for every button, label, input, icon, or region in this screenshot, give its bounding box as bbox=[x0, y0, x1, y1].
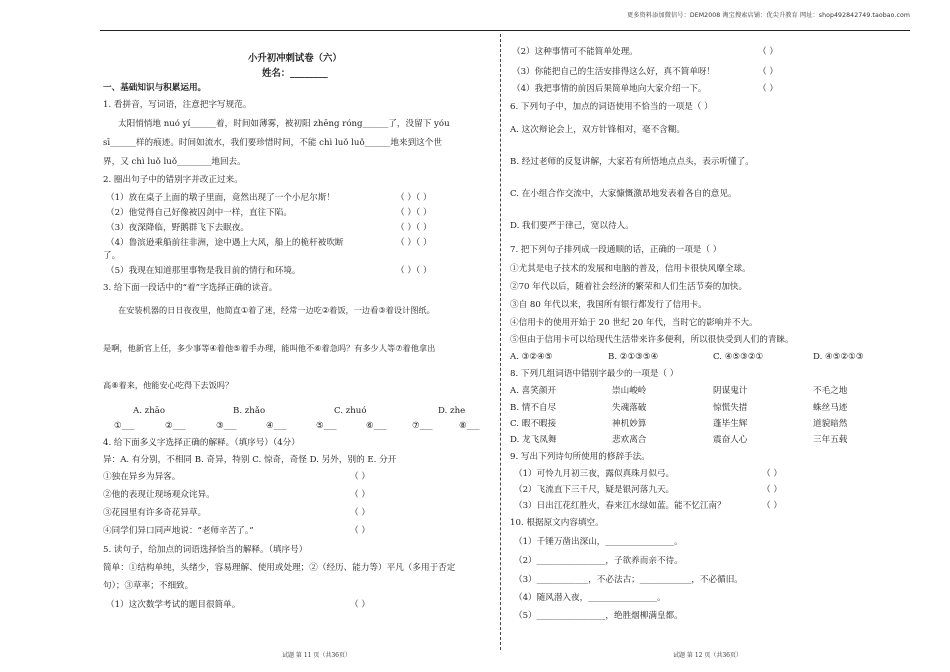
answer-blank[interactable]: ①___ bbox=[114, 421, 135, 431]
page-footer: 试题 第 11 页（共36页） bbox=[282, 652, 351, 659]
answer-blank[interactable]: ⑦___ bbox=[412, 421, 433, 431]
q2-item: （1）放在桌子上面的墩子里面，竟然出现了一个小尼尔斯！ bbox=[106, 193, 335, 203]
q4-item: ④同学们异口同声地说：“老师辛苦了。” bbox=[103, 526, 254, 536]
answer-blank[interactable]: ④___ bbox=[266, 421, 287, 431]
q5-item: （3）你能把自己的生活安排得这么好，真不简单呀！ bbox=[512, 67, 716, 77]
q8-word: 神机妙算 bbox=[612, 419, 647, 429]
answer-blank[interactable]: （ ）（ ） bbox=[396, 238, 432, 248]
q10-item[interactable]: （1）千锤万凿出深山，________________。 bbox=[514, 537, 683, 547]
option-d: D. zhe bbox=[438, 406, 466, 416]
page-footer: 试题 第 12 页（共36页） bbox=[673, 652, 742, 659]
header-divider bbox=[100, 30, 910, 31]
q10-item[interactable]: （2）________________，子欲养而亲不待。 bbox=[514, 556, 683, 566]
q5-definition: 句）；③草率；不细致。 bbox=[103, 581, 194, 591]
q7-sentence: ①尤其是电子技术的发展和电脑的普及，信用卡很快风靡全球。 bbox=[510, 264, 751, 274]
answer-blank[interactable]: ⑤___ bbox=[316, 421, 337, 431]
q8-word: 失魂落破 bbox=[612, 403, 647, 413]
q8-word: 蓬毕生辉 bbox=[713, 419, 748, 429]
q10-stem: 10. 根据原文内容填空。 bbox=[510, 518, 604, 528]
q1-stem: 1. 看拼音，写词语，注意把字写规范。 bbox=[103, 100, 252, 110]
answer-blank[interactable]: （ ） bbox=[758, 67, 778, 77]
q6-stem: 6. 下列句子中，加点的词语使用不恰当的一项是（ ） bbox=[510, 102, 713, 112]
answer-blank[interactable]: ②___ bbox=[165, 421, 186, 431]
q8-word: 不毛之地 bbox=[813, 386, 848, 396]
q8-word: C. 暇不暇接 bbox=[510, 419, 557, 429]
q4-definition: 异：A. 有分别，不相同 B. 奇异，特别 C. 惊奇，奇怪 D. 另外，别的 E. 分开 bbox=[103, 455, 397, 465]
q7-sentence: ②70 年代以后，随着社会经济的繁荣和人们生活节奏的加快。 bbox=[510, 282, 748, 292]
q6-option-d: D. 我们要严于律己，宽以待人。 bbox=[510, 221, 634, 231]
q2-item: （3）夜深降临，野鹅群飞下去眠夜。 bbox=[106, 223, 249, 233]
q7-option-b: B. ②①③⑤④ bbox=[608, 352, 659, 362]
answer-blank[interactable]: （ ） bbox=[350, 508, 370, 518]
page-title: 小升初冲刺试卷（六） bbox=[248, 53, 342, 64]
q8-word: B. 情不自尽 bbox=[510, 403, 557, 413]
q2-stem: 2. 圈出句子中的错别字并改正过来。 bbox=[103, 175, 243, 185]
q4-item: ②他的表现让现场观众诧异。 bbox=[103, 490, 215, 500]
q7-option-a: A. ③②④⑤ bbox=[510, 352, 553, 362]
q3-passage: 高⑧着来，他能安心吃得下去饭吗？ bbox=[103, 380, 234, 390]
q10-item[interactable]: （3）____________，不必法古；____________，不必循旧。 bbox=[514, 575, 743, 585]
q4-item: ①独在异乡为异客。 bbox=[103, 472, 181, 482]
q4-stem: 4. 给下面多义字选择正确的解释。（填序号）（4分） bbox=[103, 438, 300, 448]
q8-word: 三年五载 bbox=[813, 435, 848, 445]
q1-line: 界，又 chì luǒ luǒ________地回去。 bbox=[103, 157, 246, 167]
q9-item: （2）飞流直下三千尺，疑是银河落九天。 bbox=[514, 485, 675, 495]
q7-sentence: ④信用卡的使用开始于 20 世纪 20 年代，当时它的影响并不大。 bbox=[510, 318, 758, 328]
q8-word: D. 龙飞凤舞 bbox=[510, 435, 557, 445]
q2-item: （2）他觉得自己好像被囚剑中一样，直往下陷。 bbox=[106, 208, 292, 218]
q3-stem: 3. 给下面一段话中的“着”字选择正确的读音。 bbox=[103, 283, 278, 293]
q8-word: 震奋人心 bbox=[713, 435, 748, 445]
q8-word: 阴谋鬼计 bbox=[713, 386, 748, 396]
answer-blank[interactable]: （ ） bbox=[758, 84, 778, 94]
q10-item[interactable]: （5）________________，绝胜烟柳满皇都。 bbox=[514, 611, 683, 621]
q1-line: 太阳悄悄地 nuó yí______着，时间如薄雾，被初阳 zhēng róng______了，没留下 yóu bbox=[118, 119, 450, 129]
q8-word: A. 喜笑颜开 bbox=[510, 386, 557, 396]
answer-blank[interactable]: （ ）（ ） bbox=[396, 223, 432, 233]
q8-word: 崇山峻岭 bbox=[612, 386, 647, 396]
q5-item: （1）这次数学考试的题目很简单。 bbox=[106, 600, 241, 610]
q2-item: （4）鲁滨逊乘船前往非洲，途中遇上大风，船上的桅杆被吹断 bbox=[106, 238, 344, 248]
page-fold-line bbox=[500, 34, 501, 650]
answer-blank[interactable]: （ ）（ ） bbox=[396, 266, 432, 276]
q9-item: （3）日出江花红胜火，春来江水绿如蓝。能不忆江南？ bbox=[514, 501, 726, 511]
answer-blank[interactable]: （ ） bbox=[762, 501, 782, 511]
q8-word: 蛛丝马迹 bbox=[813, 403, 848, 413]
q5-item: （2）这种事情可不能简单处理。 bbox=[512, 47, 638, 57]
q6-option-c: C. 在小组合作交流中，大家慷慨激昂地发表着各自的意见。 bbox=[510, 189, 737, 199]
answer-blank[interactable]: （ ）（ ） bbox=[396, 208, 432, 218]
q3-passage: 在安装机器的日日夜夜里，他简直①着了迷，经常一边吃②着饭，一边看③着设计图纸。 bbox=[118, 305, 435, 315]
answer-blank[interactable]: （ ） bbox=[762, 469, 782, 479]
q4-item: ③花园里有许多奇花异草。 bbox=[103, 508, 207, 518]
answer-blank[interactable]: ⑥___ bbox=[366, 421, 387, 431]
answer-blank[interactable]: ⑧___ bbox=[459, 421, 480, 431]
q7-sentence: ③自 80 年代以来，我国所有银行都发行了信用卡。 bbox=[510, 300, 707, 310]
answer-blank[interactable]: （ ） bbox=[762, 485, 782, 495]
q10-item[interactable]: （4）随风潜入夜，________________。 bbox=[514, 593, 666, 603]
q7-option-d: D. ④⑤②①③ bbox=[813, 352, 864, 362]
q2-item-cont: 了。 bbox=[103, 251, 121, 261]
q8-word: 道貌暗然 bbox=[813, 419, 848, 429]
name-field[interactable]: 姓名：________ bbox=[262, 68, 328, 79]
q8-stem: 8. 下列几组词语中错别字最少的一项是（ ） bbox=[510, 369, 679, 379]
q7-option-c: C. ④⑤③②① bbox=[713, 352, 764, 362]
q8-word: 惊慌失措 bbox=[713, 403, 748, 413]
header-note: 更多资料添加微信号：DEM2008 淘宝搜索店铺：优尖升教育 网址：shop492842749.taobao.com bbox=[626, 12, 910, 19]
q7-stem: 7. 把下列句子排列成一段通顺的话，正确的一项是（ ） bbox=[510, 245, 722, 255]
q7-sentence: ⑤但由于信用卡可以给现代生活带来许多便利，所以很快受到人们的青睐。 bbox=[510, 335, 794, 345]
answer-blank[interactable]: （ ） bbox=[350, 526, 370, 536]
section-heading: 一、基础知识与积累运用。 bbox=[103, 83, 207, 93]
answer-blank[interactable]: （ ）（ ） bbox=[396, 193, 432, 203]
q6-option-a: A. 这次辩论会上，双方针锋相对，毫不含糊。 bbox=[510, 125, 685, 135]
option-b: B. zhǎo bbox=[233, 406, 266, 416]
answer-blank[interactable]: （ ） bbox=[758, 47, 778, 57]
option-c: C. zhuó bbox=[334, 406, 367, 416]
answer-blank[interactable]: ③___ bbox=[216, 421, 237, 431]
q3-passage: 是啊，他新官上任，多少事等④着他⑤着手办理，能叫他不⑥着急吗？有多少人等⑦着他拿出 bbox=[103, 343, 436, 353]
q1-line: sī______样的痕迹。时间如流水，我们要珍惜时间，不能 chì luǒ luǒ______地来到这个世 bbox=[103, 138, 442, 148]
q5-stem: 5. 读句子，给加点的词语选择恰当的解释。（填序号） bbox=[103, 545, 308, 555]
answer-blank[interactable]: （ ） bbox=[350, 600, 370, 610]
option-a: A. zhāo bbox=[133, 406, 166, 416]
q6-option-b: B. 经过老师的反复讲解，大家若有所悟地点点头，表示听懂了。 bbox=[510, 157, 754, 167]
q8-word: 悲欢离合 bbox=[612, 435, 647, 445]
answer-blank[interactable]: （ ） bbox=[350, 472, 370, 482]
q5-item: （4）我把事情的前因后果简单地向大家介绍一下。 bbox=[512, 84, 707, 94]
q5-definition: 简单：①结构单纯，头绪少，容易理解、使用或处理；②（经历、能力等）平凡（多用于否定 bbox=[103, 563, 456, 573]
q9-stem: 9. 写出下列诗句所使用的修辞手法。 bbox=[510, 452, 650, 462]
q9-item: （1）可怜九月初三夜，露似真珠月似弓。 bbox=[514, 469, 675, 479]
answer-blank[interactable]: （ ） bbox=[350, 490, 370, 500]
q2-item: （5）我现在知道那里事物是我目前的情行和环境。 bbox=[106, 266, 301, 276]
